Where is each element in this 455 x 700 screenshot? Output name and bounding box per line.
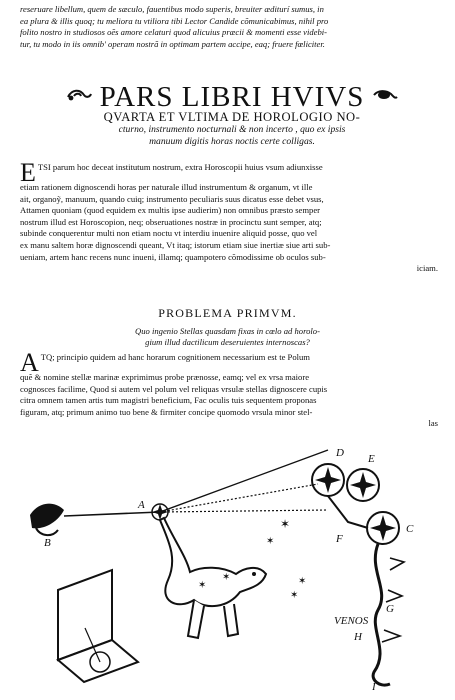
text-line: las: [428, 418, 438, 429]
text-line: quẽ & nomine stellæ marinæ exprimimus probe prænosse, eamq; vel ex vrsa maiore: [20, 372, 310, 382]
intro-paragraph: [20, 162, 438, 275]
text-line-initial: [20, 352, 438, 372]
figure-label: VENOS: [334, 615, 369, 627]
figure-label: D: [336, 447, 344, 459]
figure-label: B: [44, 537, 51, 549]
svg-text:✶: ✶: [222, 572, 231, 583]
text-line: figuram, atq; primum animo tuo bene & firmiter concipe quomodo vrsula minor stel-: [20, 406, 313, 417]
figure-label: G: [386, 603, 394, 615]
figure-label: I: [372, 681, 376, 693]
constellation-woodcut: [18, 440, 438, 695]
text-line: ait, organoỹ, manuum, quando cuiq; instrumento peculiaris suus dicatus esse debet vsus,: [20, 193, 324, 204]
instrument-icon: [58, 570, 138, 682]
figure-label: A: [138, 499, 145, 511]
left-ornament-icon: [66, 87, 92, 107]
text-line: iciam.: [416, 263, 438, 274]
figure-label: F: [336, 533, 343, 545]
svg-text:✶: ✶: [290, 590, 299, 601]
text-line: etiam rationem dignoscendi horas per naturale illud instrumentum & organum, vt ille: [20, 182, 313, 192]
figure-label: E: [368, 453, 375, 465]
text-line: ex manu saltem horæ dignoscendi queant, Vt itaq; istorum etiam siue inertiæ siue arti sub-: [20, 239, 331, 250]
figure-label: C: [406, 523, 414, 535]
text-line: subinde conquerentur multi non etiam noctu vt interdiu inuenire aliquid posse, quo vel: [20, 228, 318, 239]
sight-line: [64, 512, 160, 516]
title-line: [26, 82, 438, 112]
title-line-2: QVARTA ET VLTIMA DE HOROLOGIO NO-: [103, 110, 361, 124]
problem-subtitle-line: gium illud dactilicum deseruientes internoscas?: [145, 337, 310, 347]
sight-line-dotted: [160, 484, 318, 512]
title-line-4: manuum digitis horas noctis certe colligas.: [149, 136, 315, 147]
drop-cap: A: [20, 352, 39, 372]
text-line: ueniam, artem hanc recens nunc inueni, illamq; quampotero cõmodissime ob oculos sub-: [20, 251, 326, 262]
text-line: folito nostro in studiosos oẽs amore celaturi quod alicuius præcii & momenti esse videbi-: [20, 27, 328, 38]
body-paragraph: [20, 352, 438, 430]
text-line: citra omnem tamen artis tum magistri beneficium, Fac oculis tuis sequentem proponas: [20, 395, 317, 406]
text-line: reseruare libellum, quem de sæculo, fauentibus modo superis, breuiter æditurí sumus, in: [20, 4, 324, 14]
top-paragraph: [20, 4, 438, 50]
problem-subtitle: [0, 326, 455, 348]
star-wheel-icon: [312, 464, 399, 544]
right-ornament-icon: [372, 87, 398, 107]
sight-line-dotted: [160, 510, 328, 512]
svg-text:✶: ✶: [298, 576, 307, 587]
sight-line: [160, 450, 328, 512]
drop-cap: E: [20, 162, 36, 182]
bear-figure-icon: [160, 518, 266, 638]
svg-text:✶: ✶: [266, 536, 275, 547]
text-line: tur, tu modo in iis omnib' operam nostrã in optimam partem accipe, eaq; fruere fœliciter.: [20, 38, 325, 49]
svg-text:✶: ✶: [280, 517, 291, 531]
section-title-block: [26, 82, 438, 148]
text-line: nostrum illud est Horoscopion, neq; obseruationes nostræ in procinctu sunt semper, atq;: [20, 216, 322, 227]
star-icon: [266, 517, 306, 601]
text-line: Attamen quoniam (quod equidem ex multis ipse audierim) non omnibus præsto semper: [20, 205, 321, 216]
text-line: TQ; principio quidem ad hanc horarum cognitionem necessarium est te Polum: [40, 352, 310, 362]
figure-label: H: [354, 631, 362, 643]
text-line: ea plura & illis quoq; tu meliora tu vtiliora tibi Lector Candide cõmunicabimus, nihil pro: [20, 15, 329, 26]
problem-heading: PROBLEMA PRIMVM.: [158, 306, 297, 320]
title-main: PARS LIBRI HVIVS: [99, 81, 365, 113]
title-line-3: cturno, instrumento nocturnali & non incerto , quo ex ipsis: [118, 124, 346, 135]
text-line: cognosces facilime, Quod si autem vel polum vel reliquas vrsulæ stellas dignoscere cupis: [20, 383, 328, 394]
svg-text:✶: ✶: [198, 580, 207, 591]
problem-subtitle-line: Quo ingenio Stellas quasdam fixas in cœlo ad horolo-: [135, 326, 320, 336]
pole-star-icon: [152, 504, 168, 520]
text-line-initial: [20, 162, 438, 182]
text-line: TSI parum hoc deceat institutum nostrum, extra Horoscopii huius vsum adiunxisse: [37, 162, 323, 172]
observer-eye-icon: [30, 504, 64, 535]
